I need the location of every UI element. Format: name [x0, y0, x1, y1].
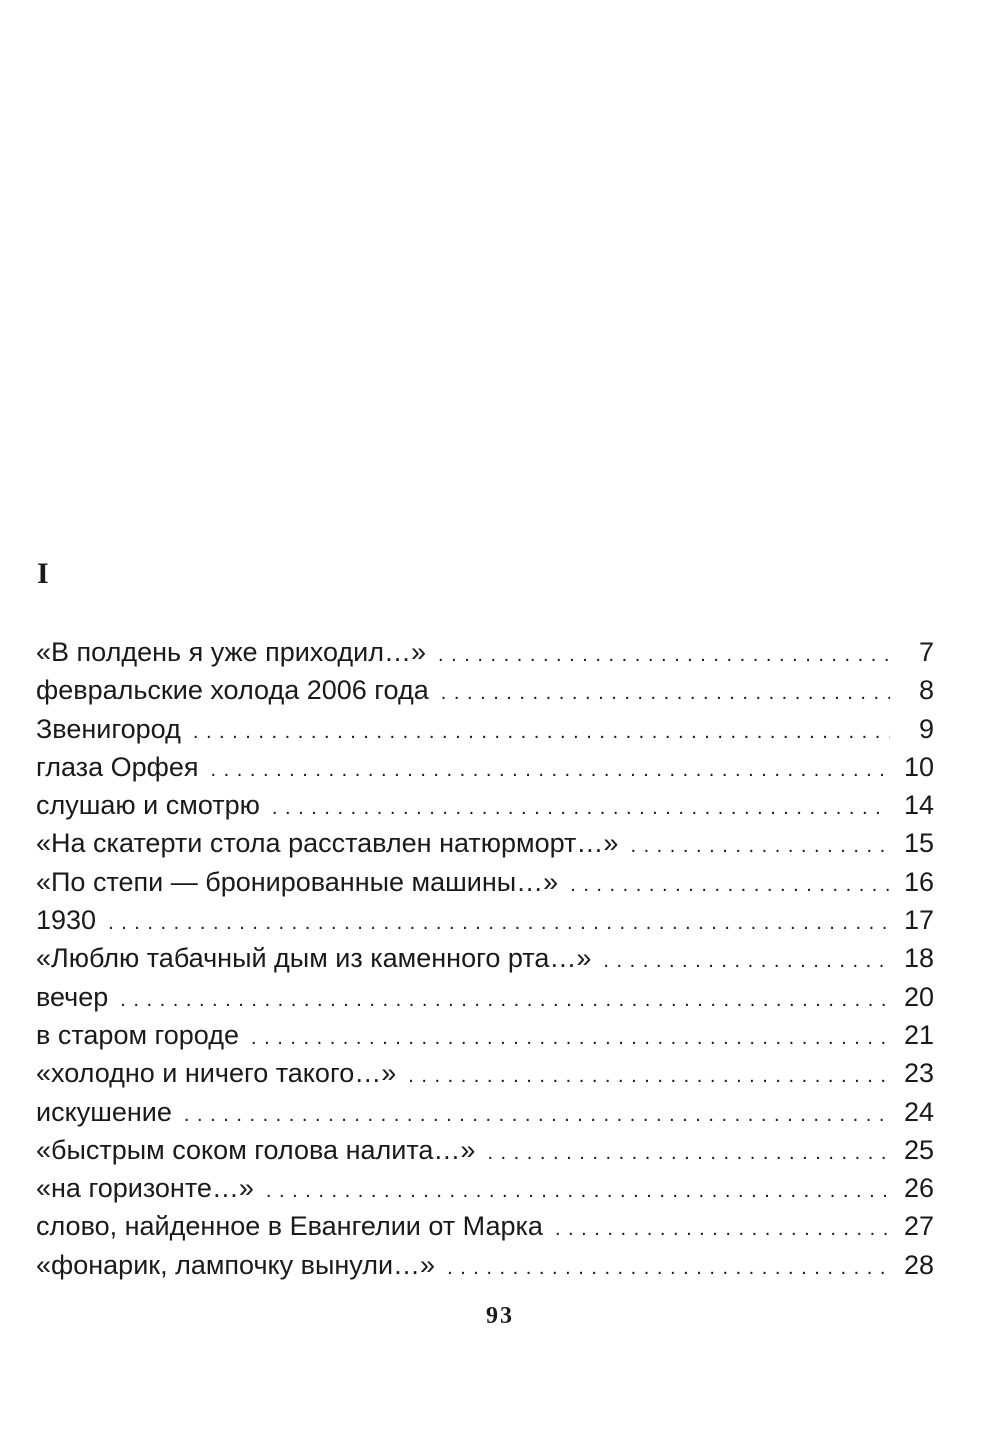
toc-entry: [36, 1016, 934, 1054]
toc-entry: [36, 633, 934, 671]
toc-entry-title: глаза Орфея: [36, 751, 199, 782]
toc-dot-leader: [211, 751, 891, 786]
table-of-contents: [36, 633, 934, 1284]
toc-dot-leader: [447, 1249, 890, 1284]
toc-entry: [36, 710, 934, 748]
toc-entry-title: 1930: [36, 905, 97, 936]
toc-entry: [36, 1246, 934, 1284]
toc-dot-leader: [441, 674, 890, 709]
toc-entry-page: 14: [903, 790, 934, 821]
toc-dot-leader: [193, 713, 890, 748]
toc-entry: [36, 863, 934, 901]
toc-entry: [36, 1169, 934, 1207]
toc-entry-page: 26: [903, 1173, 934, 1204]
toc-entry-title: слушаю и смотрю: [36, 790, 260, 821]
toc-entry-title: «По степи — бронированные машины…»: [36, 866, 559, 897]
toc-entry-page: 24: [903, 1096, 934, 1127]
toc-dot-leader: [108, 904, 890, 939]
toc-entry-page: 18: [903, 943, 934, 974]
toc-entry-page: 7: [918, 637, 934, 667]
toc-entry-title: слово, найденное в Евангелии от Марка: [36, 1211, 543, 1242]
toc-entry-title: искушение: [36, 1096, 172, 1127]
toc-dot-leader: [251, 1019, 890, 1054]
toc-entry-page: 20: [903, 981, 934, 1012]
toc-entry-page: 10: [903, 751, 934, 782]
toc-dot-leader: [438, 636, 890, 671]
toc-entry-page: 17: [903, 905, 934, 936]
toc-dot-leader: [555, 1210, 890, 1245]
page-number: 93: [486, 1303, 514, 1329]
toc-entry: [36, 824, 934, 862]
toc-entry-page: 28: [903, 1249, 934, 1280]
toc-dot-leader: [408, 1057, 890, 1092]
toc-entry-title: вечер: [36, 981, 109, 1012]
toc-dot-leader: [570, 866, 890, 901]
toc-entry-title: «В полдень я уже приходил…»: [36, 637, 427, 667]
toc-entry-title: «холодно и ничего такого…»: [36, 1058, 397, 1089]
toc-entry-title: в старом городе: [36, 1019, 240, 1050]
toc-entry-page: 15: [903, 828, 934, 859]
toc-dot-leader: [184, 1096, 890, 1131]
toc-entry: [36, 939, 934, 977]
toc-entry: [36, 748, 934, 786]
toc-entry-title: «быстрым соком голова налита…»: [36, 1134, 476, 1165]
toc-entry: [36, 978, 934, 1016]
toc-entry-page: 21: [903, 1019, 934, 1050]
toc-entry: [36, 1054, 934, 1092]
toc-entry-title: «Люблю табачный дым из каменного рта…»: [36, 943, 592, 974]
toc-entry-page: 8: [918, 675, 934, 706]
toc-entry: [36, 901, 934, 939]
toc-dot-leader: [603, 942, 890, 977]
toc-dot-leader: [120, 981, 890, 1016]
toc-entry-title: февральские холода 2006 года: [36, 675, 429, 706]
section-heading: I: [37, 557, 49, 590]
toc-dot-leader: [272, 789, 890, 824]
toc-entry-title: «На скатерти стола расставлен натюрморт…»: [36, 828, 619, 859]
toc-dot-leader: [487, 1134, 890, 1169]
toc-entry-title: «на горизонте…»: [36, 1173, 254, 1204]
toc-entry: [36, 786, 934, 824]
toc-entry-page: 27: [903, 1211, 934, 1242]
toc-dot-leader: [630, 827, 890, 862]
toc-entry: [36, 1207, 934, 1245]
toc-entry-page: 23: [903, 1058, 934, 1089]
toc-entry-title: «фонарик, лампочку вынули…»: [36, 1249, 436, 1280]
toc-entry: [36, 671, 934, 709]
toc-entry-page: 16: [903, 866, 934, 897]
toc-entry: [36, 1093, 934, 1131]
toc-entry: [36, 1131, 934, 1169]
toc-entry-page: 9: [918, 713, 934, 744]
toc-entry-title: Звенигород: [36, 713, 181, 744]
toc-dot-leader: [266, 1172, 890, 1207]
toc-entry-page: 25: [903, 1134, 934, 1165]
